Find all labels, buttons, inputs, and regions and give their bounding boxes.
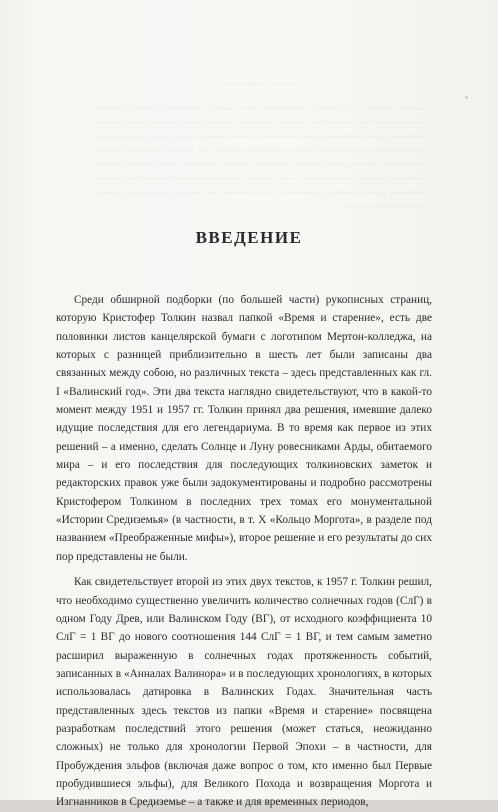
paragraph-2: Как свидетельствует второй из этих двух текстов, к 1957 г. Толкин решил, что необходимо существенно увеличить количество солнечных годов (СлГ) в одном Году Древ, или Валинском Году (ВГ), от исходного коэффициента 10 СлГ = 1 ВГ до нового соотношения 144 СлГ = 1 ВГ, и тем самым заметно расширил выраженную в солнечных годах протяженность событий, записанных в «Анналах Валинора» и в последующих хронологиях, в которых использовалась датировка в Валинских Годах. Значительная часть представленных здесь текстов из папки «Время и старение» посвящена разработкам последствий этого решения (может статься, неожиданно сложных) не только для хронологии Первой Эпохи – в частности, для Пробуждения эльфов (включая даже вопрос о том, кто именно был Первые пробудившиеся эльфы), для Великого Похода и возвращения Моргота и Изгнанников в Средиземье – а также и для временных периодов, bbox=[56, 576, 432, 809]
body-text bbox=[56, 291, 432, 812]
page-corner-mark: ▪ bbox=[465, 93, 468, 102]
reverse-side-bleed-through: ~~~~~~ ~~~~~~~~ ~~~~~ ~~~~~~ ~~ ~~~~~ ~~~~~~~~~ ~~~ ~~~~~ ~~~~~~~~ ~~~~~ ~~~~~~ ~~~~~~~~~~ ~~~ ~~~~~~ ~~~ ~~~~~~ ~~~~~~~~ ~~~~~~ ~~~~ ~~~~~~~ ~~~~ ~~~~~~ ~~~~~~~ ~~~~~ ~~~~~~~~ ~~~~ ~~~~~~~~ ~~~~~ ~~~~~~ ~~~~ ~~~~~ ~~~~~~~ ~~~ ~~~~~~~~~~~ ~~~~ ~~~~~~ ~~~~~ ~~~~~~~~ ~~~~~~ ~~~ ~~~~~~ ~~~~~~~ ~~~~~~ ~~~~~~~~~ ~~~~~ ~~~~ ~~~~~~ ~~~~~~~~ ~~~~~ ~~~~~~~~ ~~~~ ~~~~~ ~~~~~~ ~~~~~~~ ~~~~~~~ ~~~~~~~~~~~ ~~~~ ~~~~~~ ~~~~~ ~~~~~~~~ ~~~~~~ ~~~ ~~~~~~ ~~~~~~~ ~~~~~ ~~~~~~ ~~~~~~~~~~ ~~~ ~~~~~~ ~~~ ~~~~~~ ~~~~~~~~ ~~~~~~ ~~~~ ~~~~~~~ ~~~~ bbox=[95, 80, 425, 212]
chapter-title: ВВЕДЕНИЕ bbox=[195, 228, 303, 247]
paragraph-1: Среди обширной подборки (по большей части) рукописных страниц, которую Кристофер Толкин назвал папкой «Время и старение», есть две половинки листов канцелярской бумаги с логотипом Мертон-колледжа, на которых с разницей приблизительно в шесть лет были записаны два связанных между собою, но различных текста – здесь представленных как гл. I «Валинский год». Эти два текста наглядно свидетельствуют, что в какой-то момент между 1951 и 1957 гг. Толкин принял два решения, имевшие далеко идущие последствия для его легендариума. В то время как первое из этих решений – а именно, сделать Солнце и Луну ровесниками Арды, обитаемого мира – и его последствия для последующих толкиновских заметок и редакторских правок уже были задокументированы и подробно рассмотрены Кристофером Толкином в последних трех томах его монументальной «Истории Средиземья» (в частности, в т. X «Кольцо Моргота», в разделе под названием «Преображенные мифы»), второе решение и его результаты до сих пор представлены не были. bbox=[56, 294, 432, 563]
